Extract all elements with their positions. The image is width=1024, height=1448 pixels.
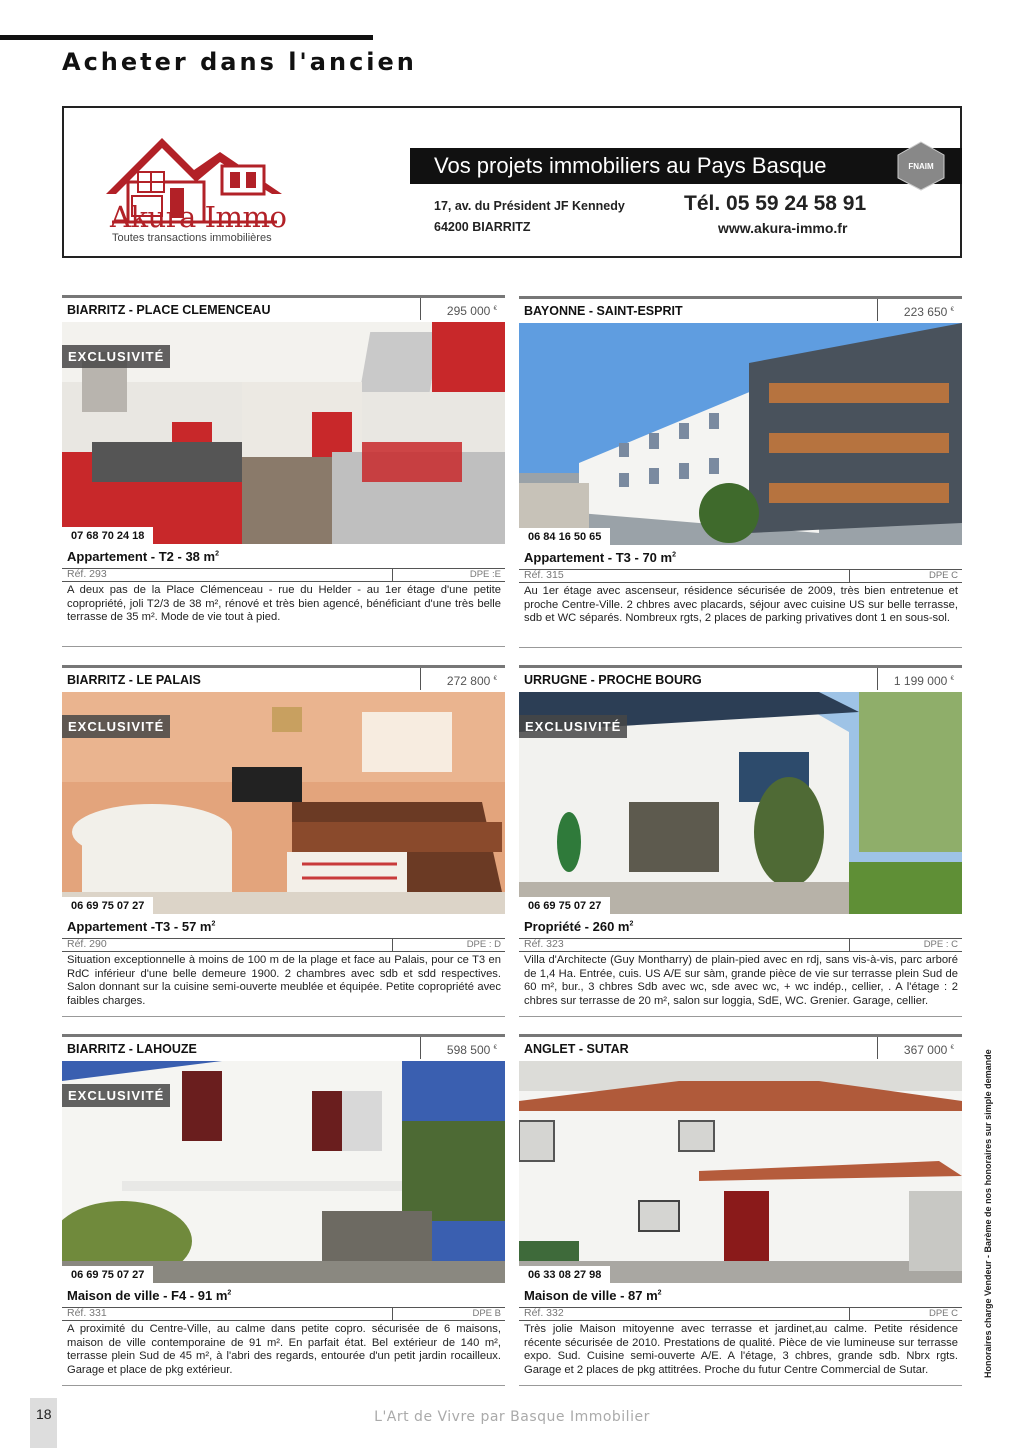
- card-divider: [519, 647, 962, 648]
- listing-price: 223 650 €: [877, 299, 962, 321]
- reference-number: Réf. 315: [524, 569, 564, 581]
- exclusive-badge: EXCLUSIVITÉ: [62, 715, 170, 738]
- listing-price: 367 000 €: [877, 1037, 962, 1059]
- listing-card[interactable]: [62, 295, 505, 647]
- card-divider: [62, 1385, 505, 1386]
- listing-location: URRUGNE - PROCHE BOURG: [524, 673, 702, 687]
- listing-description: A proximité du Centre-Ville, au calme dans petite copro. sécurisée de 6 maisons, maison de ville contemporaine de 91 m². En parfait état. Bel extérieur de 140 m², terrasse plein Sud de 45 m², à l'abri des regards, entourée d'un petit jardin rocailleux. Garage et place de pkg extérieur.: [67, 1323, 501, 1376]
- listing-photo[interactable]: [519, 692, 962, 914]
- listing-phone[interactable]: 06 84 16 50 65: [519, 528, 610, 545]
- listing-phone[interactable]: 06 69 75 07 27: [519, 897, 610, 914]
- listing-header: [519, 1034, 962, 1060]
- fnaim-badge-text: FNAIM: [908, 162, 934, 171]
- listing-header: [62, 665, 505, 691]
- reference-number: Réf. 293: [67, 568, 107, 580]
- reference-row: [62, 1307, 505, 1321]
- agency-address: [434, 196, 625, 238]
- reference-row: [519, 569, 962, 583]
- reference-row: [62, 938, 505, 952]
- listing-photo[interactable]: [519, 1061, 962, 1283]
- page-number: 18: [36, 1406, 52, 1422]
- listing-phone[interactable]: 06 33 08 27 98: [519, 1266, 610, 1283]
- agency-ad: [62, 106, 962, 258]
- card-divider: [519, 1385, 962, 1386]
- listing-description: Au 1er étage avec ascenseur, résidence sécurisée de 2009, très bien entretenue et proche Centre-Ville. 2 chbres avec placards, séjour avec cuisine US sur belle terrasse, sdb et WC séparés. Nombreux rgts, 2 places de parking privatives dont 1 en sous-sol.: [524, 585, 958, 624]
- listing-phone[interactable]: 06 69 75 07 27: [62, 897, 153, 914]
- reference-row: [519, 1307, 962, 1321]
- agency-website[interactable]: www.akura-immo.fr: [718, 220, 848, 236]
- agency-phone: Tél. 05 59 24 58 91: [684, 192, 867, 215]
- dpe-rating: DPE C: [849, 570, 962, 582]
- card-divider: [519, 1016, 962, 1017]
- agency-tagline: Toutes transactions immobilières: [112, 232, 272, 244]
- listing-location: BIARRITZ - LE PALAIS: [67, 673, 201, 687]
- exclusive-badge: EXCLUSIVITÉ: [62, 345, 170, 368]
- property-type: Appartement - T2 - 38 $m^2$: [67, 549, 219, 564]
- listing-price: 272 800 €: [420, 668, 505, 690]
- listing-description: Très jolie Maison mitoyenne avec terrasse et jardinet,au calme. Petite résidence récente sécurisée de 2010. Prestations de qualité. Pièce de vie lumineuse sur terrasse expo. Sud. Cuisine semi-ouverte A/E. A l'étage, 3 chbres, grande sdb. Nbrx rgts. Garage et 2 places de pkg attitrées. Proche du futur Centre Commercial de Sutar.: [524, 1323, 958, 1376]
- dpe-rating: DPE :E: [392, 569, 505, 581]
- reference-number: Réf. 290: [67, 938, 107, 950]
- exclusive-badge: EXCLUSIVITÉ: [62, 1084, 170, 1107]
- address-line-1: 17, av. du Président JF Kennedy: [434, 199, 625, 213]
- fees-note: Honoraires charge Vendeur - Barème de nos honoraires sur simple demande: [983, 1049, 993, 1378]
- dpe-rating: DPE B: [392, 1308, 505, 1320]
- listing-photo[interactable]: [519, 323, 962, 545]
- listing-location: BIARRITZ - PLACE CLEMENCEAU: [67, 303, 271, 317]
- section-title: Acheter dans l'ancien: [62, 48, 417, 76]
- exclusive-badge: EXCLUSIVITÉ: [519, 715, 627, 738]
- reference-row: [519, 938, 962, 952]
- slogan-band: [410, 148, 962, 184]
- listing-location: BAYONNE - SAINT-ESPRIT: [524, 304, 683, 318]
- listing-phone[interactable]: 07 68 70 24 18: [62, 527, 153, 544]
- fnaim-badge: [894, 140, 948, 192]
- reference-row: [62, 568, 505, 582]
- listing-price: 598 500 €: [420, 1037, 505, 1059]
- footer-tagline: L'Art de Vivre par Basque Immobilier: [374, 1409, 650, 1425]
- reference-number: Réf. 323: [524, 938, 564, 950]
- listing-card[interactable]: [519, 665, 962, 1017]
- reference-number: Réf. 331: [67, 1307, 107, 1319]
- listing-header: [62, 295, 505, 321]
- slogan: Vos projets immobiliers au Pays Basque: [434, 153, 827, 178]
- listing-phone[interactable]: 06 69 75 07 27: [62, 1266, 153, 1283]
- property-type: Propriété - 260 $m^2$: [524, 919, 634, 934]
- agency-name: Akura Immo: [110, 200, 287, 234]
- listing-price: 1 199 000 €: [877, 668, 962, 690]
- card-divider: [62, 1016, 505, 1017]
- property-type: Appartement -T3 - 57 $m^2$: [67, 919, 216, 934]
- listing-photo[interactable]: [62, 322, 505, 544]
- listing-photo[interactable]: [62, 692, 505, 914]
- listing-card[interactable]: [519, 1034, 962, 1386]
- reference-number: Réf. 332: [524, 1307, 564, 1319]
- property-type: Maison de ville - F4 - 91 $m^2$: [67, 1288, 232, 1303]
- listing-photo[interactable]: [62, 1061, 505, 1283]
- property-type: Appartement - T3 - 70 $m^2$: [524, 550, 676, 565]
- listing-description: Villa d'Architecte (Guy Montharry) de plain-pied avec en rdj, sans vis-à-vis, parc arboré de 1,4 Ha. Entrée, cuis. US A/E sur sàm, grande pièce de vie sur terrasse plein Sud de 60 m², bur., 3 chbres Sdb avec wc, sde avec wc, + wc indép., cellier, . A l'étage : 2 chbres sur terrasse de 20 m², salon sur loggia, SdE, WC. Grenier. Garage, cellier.: [524, 954, 958, 1007]
- top-rule: [0, 35, 373, 40]
- listing-location: ANGLET - SUTAR: [524, 1042, 629, 1056]
- listing-header: [62, 1034, 505, 1060]
- dpe-rating: DPE C: [849, 1308, 962, 1320]
- listing-description: A deux pas de la Place Clémenceau - rue du Helder - au 1er étage d'une petite copropriété, joli T2/3 de 38 m², rénové et très bien agencé, bénéficiant d'une très belle terrasse de 35 m². Mode de vie tout à pied.: [67, 584, 501, 623]
- listing-header: [519, 296, 962, 322]
- dpe-rating: DPE : C: [849, 939, 962, 951]
- address-line-2: 64200 BIARRITZ: [434, 220, 531, 234]
- listing-description: Situation exceptionnelle à moins de 100 m de la plage et face au Palais, pour ce T3 en RdC inférieur d'une belle demeure 1900. 2 chambres avec sdb et sdd respectives. Salon donnant sur la cuisine semi-ouverte meublée et équipée. Petite copropriété avec faibles charges.: [67, 954, 501, 1007]
- listing-card[interactable]: [62, 1034, 505, 1386]
- listing-card[interactable]: [62, 665, 505, 1017]
- listing-header: [519, 665, 962, 691]
- card-divider: [62, 646, 505, 647]
- listing-card[interactable]: [519, 296, 962, 648]
- property-type: Maison de ville - 87 $m^2$: [524, 1288, 662, 1303]
- listing-price: 295 000 €: [420, 298, 505, 320]
- listing-location: BIARRITZ - LAHOUZE: [67, 1042, 197, 1056]
- dpe-rating: DPE : D: [392, 939, 505, 951]
